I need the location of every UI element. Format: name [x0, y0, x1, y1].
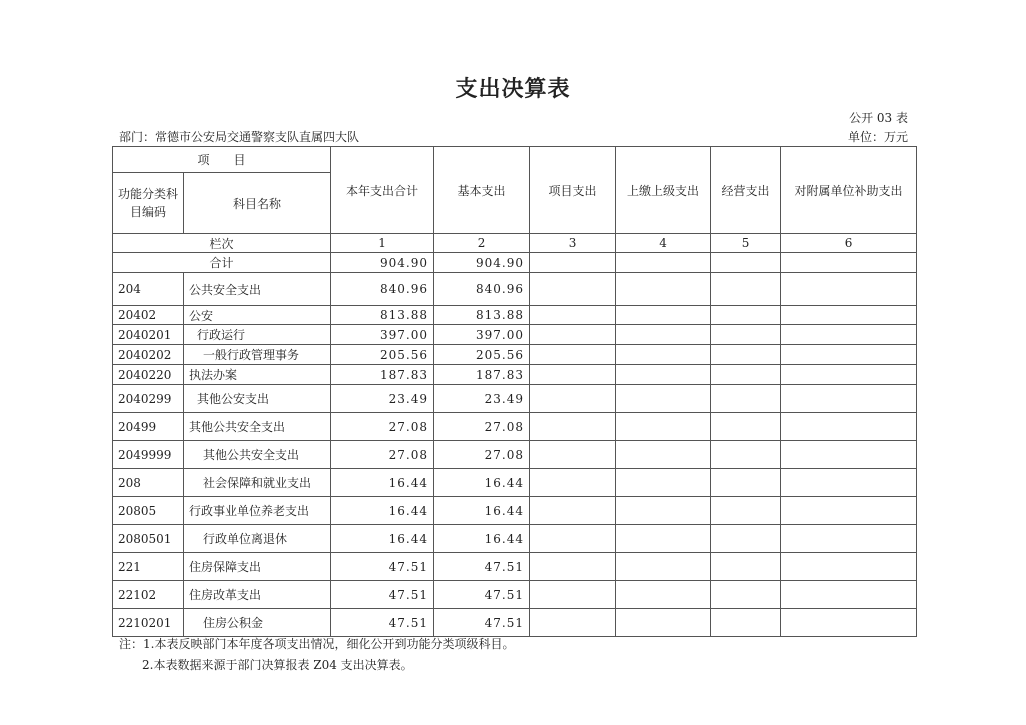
- row-name: 行政单位离退休: [184, 525, 331, 553]
- row-code: 204: [113, 273, 184, 306]
- row-code: 20402: [113, 306, 184, 325]
- note-1: 注：1.本表反映部门本年度各项支出情况，细化公开到功能分类项级科目。: [119, 637, 515, 651]
- column-index-label: 栏次: [113, 234, 331, 253]
- row-upper: [616, 273, 711, 306]
- row-operating: [711, 497, 781, 525]
- total-row: [113, 253, 917, 273]
- row-basic: 23.49: [434, 385, 530, 413]
- total-label: 合计: [113, 253, 331, 273]
- row-total: 16.44: [331, 497, 434, 525]
- row-subsidy: [781, 365, 917, 385]
- total-basic: 904.90: [434, 253, 530, 273]
- table-row: [113, 469, 917, 497]
- row-upper: [616, 325, 711, 345]
- row-basic: 47.51: [434, 581, 530, 609]
- column-index-1: 1: [331, 234, 434, 253]
- table-row: [113, 441, 917, 469]
- row-subsidy: [781, 273, 917, 306]
- row-basic: 397.00: [434, 325, 530, 345]
- row-upper: [616, 365, 711, 385]
- row-name: 其他公共安全支出: [184, 413, 331, 441]
- table-row: [113, 306, 917, 325]
- row-code: 20805: [113, 497, 184, 525]
- row-total: 47.51: [331, 581, 434, 609]
- page-title: 支出决算表: [455, 76, 571, 102]
- row-operating: [711, 469, 781, 497]
- header-basic: 基本支出: [434, 147, 530, 234]
- row-code: 2049999: [113, 441, 184, 469]
- row-upper: [616, 345, 711, 365]
- note-2: 2.本表数据来源于部门决算报表 Z04 支出决算表。: [142, 658, 413, 672]
- row-upper: [616, 469, 711, 497]
- row-name: 一般行政管理事务: [184, 345, 331, 365]
- row-basic: 813.88: [434, 306, 530, 325]
- row-subsidy: [781, 469, 917, 497]
- form-number: 公开 03 表: [849, 111, 908, 125]
- row-project: [530, 385, 616, 413]
- row-total: 840.96: [331, 273, 434, 306]
- row-project: [530, 306, 616, 325]
- row-subsidy: [781, 581, 917, 609]
- row-code: 2040201: [113, 325, 184, 345]
- header-subsidy: 对附属单位补助支出: [781, 147, 917, 234]
- row-upper: [616, 581, 711, 609]
- table-row: [113, 497, 917, 525]
- row-total: 813.88: [331, 306, 434, 325]
- row-upper: [616, 497, 711, 525]
- table-row: [113, 345, 917, 365]
- row-code: 22102: [113, 581, 184, 609]
- row-upper: [616, 609, 711, 637]
- row-total: 397.00: [331, 325, 434, 345]
- row-basic: 27.08: [434, 413, 530, 441]
- row-name: 行政运行: [184, 325, 331, 345]
- header-func-code: 功能分类科目编码: [113, 173, 184, 234]
- row-basic: 187.83: [434, 365, 530, 385]
- header-item: 项 目: [113, 147, 331, 173]
- row-upper: [616, 441, 711, 469]
- row-operating: [711, 525, 781, 553]
- row-subsidy: [781, 325, 917, 345]
- row-operating: [711, 325, 781, 345]
- row-basic: 27.08: [434, 441, 530, 469]
- row-name: 其他公共安全支出: [184, 441, 331, 469]
- row-total: 47.51: [331, 553, 434, 581]
- header-project: 项目支出: [530, 147, 616, 234]
- row-basic: 16.44: [434, 525, 530, 553]
- row-upper: [616, 553, 711, 581]
- row-subsidy: [781, 413, 917, 441]
- row-project: [530, 325, 616, 345]
- row-subsidy: [781, 497, 917, 525]
- row-name: 其他公安支出: [184, 385, 331, 413]
- table-row: [113, 365, 917, 385]
- row-name: 执法办案: [184, 365, 331, 385]
- header-subject-name: 科目名称: [184, 173, 331, 234]
- column-index-3: 3: [530, 234, 616, 253]
- row-code: 2210201: [113, 609, 184, 637]
- empty-cell: [530, 253, 616, 273]
- row-upper: [616, 525, 711, 553]
- row-project: [530, 441, 616, 469]
- row-operating: [711, 553, 781, 581]
- row-basic: 47.51: [434, 609, 530, 637]
- total-amount: 904.90: [331, 253, 434, 273]
- table-row: [113, 553, 917, 581]
- column-index-5: 5: [711, 234, 781, 253]
- row-code: 2040299: [113, 385, 184, 413]
- column-index-6: 6: [781, 234, 917, 253]
- department-label: 部门：常德市公安局交通警察支队直属四大队: [119, 130, 360, 144]
- row-project: [530, 553, 616, 581]
- row-basic: 205.56: [434, 345, 530, 365]
- notes: [119, 634, 514, 676]
- row-project: [530, 581, 616, 609]
- table-row: [113, 581, 917, 609]
- row-basic: 16.44: [434, 497, 530, 525]
- table-row: [113, 525, 917, 553]
- row-name: 住房公积金: [184, 609, 331, 637]
- row-operating: [711, 609, 781, 637]
- row-operating: [711, 345, 781, 365]
- row-subsidy: [781, 385, 917, 413]
- row-project: [530, 365, 616, 385]
- row-total: 27.08: [331, 413, 434, 441]
- row-operating: [711, 273, 781, 306]
- row-code: 2080501: [113, 525, 184, 553]
- row-operating: [711, 581, 781, 609]
- row-operating: [711, 365, 781, 385]
- table-row: [113, 325, 917, 345]
- row-project: [530, 525, 616, 553]
- row-code: 2040202: [113, 345, 184, 365]
- table-row: [113, 609, 917, 637]
- row-subsidy: [781, 609, 917, 637]
- expenditure-table: [112, 146, 917, 637]
- row-basic: 16.44: [434, 469, 530, 497]
- row-operating: [711, 413, 781, 441]
- table-row: [113, 385, 917, 413]
- row-subsidy: [781, 306, 917, 325]
- header-upper: 上缴上级支出: [616, 147, 711, 234]
- row-subsidy: [781, 553, 917, 581]
- row-code: 20499: [113, 413, 184, 441]
- table-row: [113, 273, 917, 306]
- row-basic: 47.51: [434, 553, 530, 581]
- row-project: [530, 469, 616, 497]
- row-project: [530, 609, 616, 637]
- row-project: [530, 413, 616, 441]
- empty-cell: [781, 253, 917, 273]
- row-basic: 840.96: [434, 273, 530, 306]
- row-name: 公安: [184, 306, 331, 325]
- table-row: [113, 413, 917, 441]
- unit-label: 单位：万元: [847, 130, 908, 144]
- column-index-4: 4: [616, 234, 711, 253]
- row-code: 2040220: [113, 365, 184, 385]
- row-total: 27.08: [331, 441, 434, 469]
- header-total: 本年支出合计: [331, 147, 434, 234]
- row-project: [530, 273, 616, 306]
- row-total: 187.83: [331, 365, 434, 385]
- row-total: 47.51: [331, 609, 434, 637]
- row-code: 208: [113, 469, 184, 497]
- row-total: 205.56: [331, 345, 434, 365]
- row-project: [530, 497, 616, 525]
- row-total: 16.44: [331, 525, 434, 553]
- row-name: 住房改革支出: [184, 581, 331, 609]
- empty-cell: [711, 253, 781, 273]
- row-total: 16.44: [331, 469, 434, 497]
- row-subsidy: [781, 345, 917, 365]
- row-upper: [616, 385, 711, 413]
- row-name: 行政事业单位养老支出: [184, 497, 331, 525]
- row-project: [530, 345, 616, 365]
- row-operating: [711, 385, 781, 413]
- row-operating: [711, 441, 781, 469]
- row-upper: [616, 413, 711, 441]
- header-operating: 经营支出: [711, 147, 781, 234]
- row-subsidy: [781, 441, 917, 469]
- row-operating: [711, 306, 781, 325]
- row-code: 221: [113, 553, 184, 581]
- row-upper: [616, 306, 711, 325]
- column-index-2: 2: [434, 234, 530, 253]
- row-total: 23.49: [331, 385, 434, 413]
- row-name: 住房保障支出: [184, 553, 331, 581]
- row-name: 社会保障和就业支出: [184, 469, 331, 497]
- row-name: 公共安全支出: [184, 273, 331, 306]
- empty-cell: [616, 253, 711, 273]
- row-subsidy: [781, 525, 917, 553]
